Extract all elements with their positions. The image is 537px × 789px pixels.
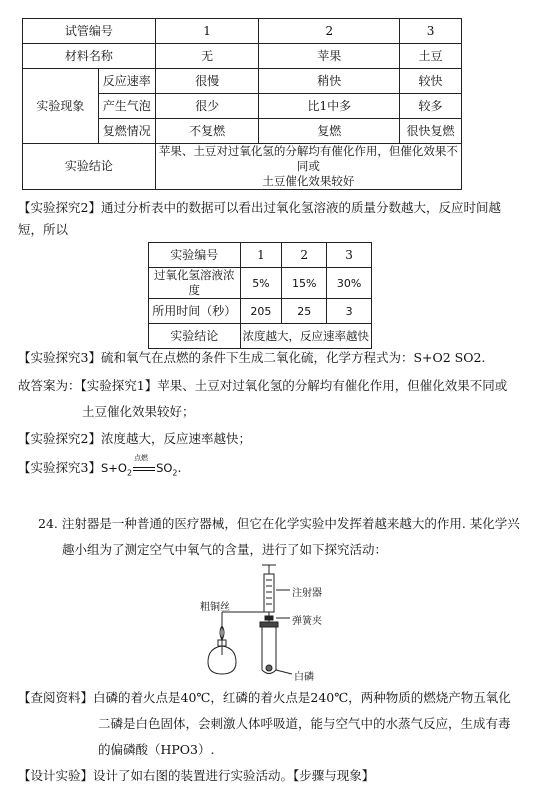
table2-cell: 1 [240, 243, 282, 268]
table1-phenomena-label: 实验现象 [23, 69, 99, 144]
answer-line: 故答案为：【实验探究1】苹果、土豆对过氧化氢的分解均有催化作用，但催化效果不同或 [18, 378, 508, 393]
equation-condition: 点燃 [134, 453, 149, 462]
label-white-phosphorus: 白磷 [294, 672, 314, 683]
equation-right: SO [156, 461, 173, 475]
question-24-line: 趣小组为了测定空气中氧气的含量，进行了如下探究活动： [62, 542, 388, 557]
table1-header-cell: 试管编号 [23, 19, 156, 44]
equation-subscript: 2 [172, 468, 178, 478]
table1-cell: 土豆 [400, 44, 462, 69]
equation-arrow [132, 453, 156, 474]
table2-cell: 3 [327, 299, 372, 324]
lookup-line: 二磷是白色固体，会刺激人体呼吸道，能与空气中的水蒸气反应，生成有毒 [98, 716, 511, 731]
table2-cell: 所用时间（秒） [149, 299, 241, 324]
label-spring-clamp: 弹簧夹 [292, 616, 322, 627]
table1-cell: 比1中多 [259, 94, 400, 119]
table1-conclusion [155, 144, 461, 190]
table2-cell: 3 [327, 243, 372, 268]
table1-material-row [23, 44, 462, 69]
experiment-table-2 [148, 242, 372, 349]
table1-cell: 反应速率 [98, 69, 155, 94]
table1-cell: 较快 [400, 69, 462, 94]
table2-cell: 5% [240, 268, 282, 299]
table2-cell: 2 [282, 243, 327, 268]
label-copper-wire: 粗铜丝 [200, 602, 230, 613]
table1-header-row [23, 19, 462, 44]
table1-cell: 很慢 [155, 69, 259, 94]
table2-conclusion-label: 实验结论 [149, 324, 241, 349]
label-syringe: 注射器 [292, 588, 322, 599]
explore2-line: 短，所以 [18, 222, 69, 237]
table1-header-cell: 2 [259, 19, 400, 44]
table2-cell: 205 [240, 299, 282, 324]
table1-cell: 复燃情况 [98, 119, 155, 144]
table2-row [149, 324, 372, 349]
answer-line-prefix: 【实验探究3】 [18, 460, 101, 475]
table1-cell: 材料名称 [23, 44, 156, 69]
explore3-line: 【实验探究3】硫和氧气在点燃的条件下生成二氧化硫，化学方程式为：S+O2 SO2. [18, 350, 486, 365]
table1-conclusion-line: 土豆催化效果较好 [262, 174, 355, 188]
table2-cell: 15% [282, 268, 327, 299]
table1-header-cell: 1 [155, 19, 259, 44]
table2-row [149, 243, 372, 268]
table1-cell: 较多 [400, 94, 462, 119]
table2-row [149, 268, 372, 299]
table1-conclusion-label: 实验结论 [23, 144, 156, 190]
table2-conclusion: 浓度越大，反应速率越快 [240, 324, 371, 349]
lookup-line: 【查阅资料】白磷的着火点是40℃，红磷的着火点是240℃，两种物质的燃烧产物五氧化 [18, 690, 511, 705]
table2-row [149, 299, 372, 324]
table1-cell: 苹果 [259, 44, 400, 69]
answer-line: 【实验探究2】浓度越大，反应速率越快； [18, 431, 251, 446]
explore2-line: 【实验探究2】通过分析表中的数据可以看出过氧化氢溶液的质量分数越大，反应时间越 [18, 200, 501, 215]
table1-conclusion-line: 苹果、土豆对过氧化氢的分解均有催化作用，但催化效果不同或 [158, 144, 458, 173]
design-line: 【设计实验】设计了如右图的装置进行实验活动。【步骤与现象】 [18, 768, 375, 783]
table1-conclusion-row [23, 144, 462, 190]
table2-cell: 30% [327, 268, 372, 299]
question-24-line: 24. 注射器是一种普通的医疗器械，但它在化学实验中发挥着越来越大的作用. 某化学兴 [38, 516, 520, 531]
table1-cell: 无 [155, 44, 259, 69]
table1-cell: 稍快 [259, 69, 400, 94]
table1-cell: 复燃 [259, 119, 400, 144]
answer-equation-line [18, 453, 182, 482]
equation-subscript: 2 [126, 468, 133, 478]
equation-end: . [177, 460, 182, 475]
table1-row [23, 69, 462, 94]
table1-cell: 不复燃 [155, 119, 259, 144]
table1-cell: 很快复燃 [400, 119, 462, 144]
apparatus-figure [200, 560, 340, 683]
experiment-table-1 [22, 18, 462, 190]
table2-cell: 25 [282, 299, 327, 324]
table1-cell: 很少 [155, 94, 259, 119]
table2-cell: 过氧化氢溶液浓度 [149, 268, 241, 299]
table1-cell: 产生气泡 [98, 94, 155, 119]
answer-line: 土豆催化效果较好； [82, 404, 195, 419]
table1-header-cell: 3 [400, 19, 462, 44]
equation-left: S+O [100, 461, 127, 475]
lookup-line: 的偏磷酸（HPO3）. [98, 742, 215, 757]
table2-cell: 实验编号 [149, 243, 241, 268]
